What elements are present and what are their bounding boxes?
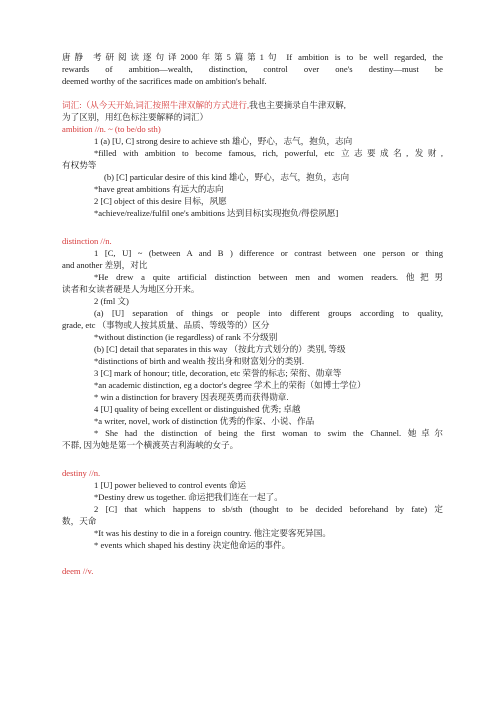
intro-line-3: deemed worthy of the sacrifices made on ambition's behalf.	[62, 76, 267, 86]
destiny-sense-2-example-1: *It was his destiny to die in a foreign country. 他注定要客死异国。	[94, 528, 331, 538]
headword-ambition: ambition //n. ~ (to be/do sth)	[62, 124, 161, 134]
headword-distinction: distinction //n.	[62, 236, 112, 246]
ambition-sense-2-example: *achieve/realize/fulfil one's ambitions 达到目标[实现抱负/得偿夙愿]	[94, 208, 339, 218]
ambition-sense-1b: (b) [C] particular desire of this kind 雄心，野心，志气，抱负，志向	[104, 172, 350, 182]
distinction-sense-3: 3 [C] mark of honour; title, decoration, etc 荣誉的标志; 荣衔、勋章等	[94, 368, 342, 378]
destiny-sense-1-example: *Destiny drew us together. 命运把我们连在一起了。	[94, 492, 283, 502]
ambition-sense-1a-example-cont: 有权势等	[62, 160, 97, 170]
distinction-sense-2: 2 (fml 文)	[94, 296, 129, 306]
distinction-sense-2a-example: *without distinction (ie regardless) of rank 不分级别	[94, 332, 278, 342]
destiny-sense-2-example-2: * events which shaped his destiny 决定他命运的事件。	[94, 540, 291, 550]
ambition-sense-1b-example: *have great ambitions 有远大的志向	[94, 184, 224, 194]
intro-line-2: rewards of ambition—wealth, distinction, control over one's destiny—must be	[62, 64, 443, 74]
distinction-sense-4-example-1: *a writer, novel, work of distinction 优秀的作家、小说、作品	[94, 416, 315, 426]
ambition-sense-2: 2 [C] object of this desire 目标，夙愿	[94, 196, 227, 206]
vocab-source: 我也主要摘录自牛津双解,	[249, 100, 346, 110]
distinction-sense-3-example-2: * win a distinction for bravery 因表现英勇而获得勋章.	[94, 392, 289, 402]
ambition-sense-1a: 1 (a) [U, C] strong desire to achieve sth 雄心，野心，志气，抱负，志向	[94, 136, 353, 146]
distinction-sense-3-example-1: *an academic distinction, eg a doctor's degree 学术上的荣衔（如博士学位）	[94, 380, 366, 390]
distinction-sense-1-example: *He drew a quite artificial distinction between men and women readers. 他把男	[94, 272, 443, 282]
distinction-sense-2b-example: *distinctions of birth and wealth 按出身和财富划分的类别.	[94, 356, 305, 366]
headword-destiny: destiny //n.	[62, 468, 101, 478]
distinction-sense-2a-cont: grade, etc （事物或人按其质量、品质、等级等的）区分	[62, 320, 270, 330]
distinction-sense-1: 1 [C, U] ~ (between A and B ) difference or contrast between one person or thing	[94, 248, 443, 258]
destiny-sense-2-cont: 数，天命	[62, 516, 97, 526]
vocab-method: 词汇按照牛津双解的方式进行,	[135, 100, 250, 110]
distinction-sense-4-example-2-cont: 不群, 因为她是第一个横渡英吉利海峡的女子。	[62, 440, 239, 450]
distinction-sense-1-example-cont: 读者和女读者硬是人为地区分开来。	[62, 284, 200, 294]
intro-line-1: 唐静 考研阅读逐句译2000年第5篇第1句 If ambition is to be well regarded, the	[62, 52, 443, 62]
distinction-sense-2b: (b) [C] detail that separates in this way （按此方式划分的）类别, 等级	[94, 344, 346, 354]
distinction-sense-1-cont: and another 差别，对比	[62, 260, 148, 270]
headword-deem: deem //v.	[62, 566, 94, 576]
distinction-sense-4: 4 [U] quality of being excellent or distinguished 优秀; 卓越	[94, 404, 301, 414]
vocab-note-line-2: 为了区别，用红色标注要解释的词汇）	[62, 112, 209, 122]
distinction-sense-2a: (a) [U] separation of things or people into different groups according to quality,	[94, 308, 443, 318]
vocab-note-line-1	[62, 100, 443, 110]
destiny-sense-1: 1 [U] power believed to control events 命运	[94, 480, 247, 490]
ambition-sense-1a-example: *filled with ambition to become famous, rich, powerful, etc 立志要成名, 发财,	[94, 148, 443, 158]
destiny-sense-2: 2 [C] that which happens to sb/sth (thought to be decided beforehand by fate) 定	[94, 504, 443, 514]
distinction-sense-4-example-2: * She had the distinction of being the first woman to swim the Channel. 她卓尔	[94, 428, 443, 438]
vocab-label: 词汇:（从今天开始,	[62, 100, 136, 110]
